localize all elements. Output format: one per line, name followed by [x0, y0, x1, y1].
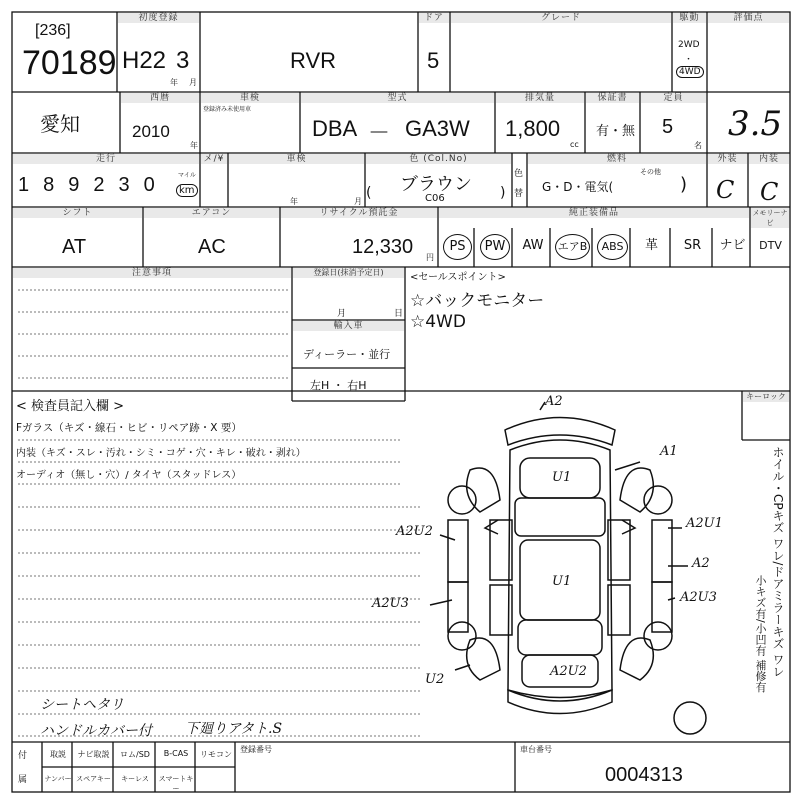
mark-right-door: A2: [692, 556, 710, 571]
handwritten-note-3: 下廻りアタト.S: [185, 721, 283, 737]
inspection-month-label: 月: [354, 197, 362, 206]
header-recycle-flag: メ/¥: [201, 154, 227, 164]
capacity-unit: 名: [694, 141, 702, 150]
color-change-2: 替: [514, 189, 524, 199]
header-equipment: 純正装備品: [439, 208, 749, 218]
era-year: H22: [122, 47, 167, 74]
yen-unit: 円: [426, 253, 434, 262]
receipt-number: [236]: [35, 22, 71, 39]
header-recycle: リサイクル預託金: [281, 208, 437, 218]
color-paren-close: ): [500, 185, 506, 201]
registration-month: 3: [176, 47, 190, 74]
header-registration-date: 登録日(抹消予定日): [293, 268, 404, 278]
chassis-number-header: 車台番号: [520, 745, 552, 754]
mileage-unit-km: km: [176, 184, 198, 197]
fuel-close: ): [680, 174, 688, 195]
header-first-registration: 初度登録: [118, 13, 199, 23]
equipment-5: ABS: [597, 234, 628, 260]
warranty: 有・無: [596, 124, 636, 139]
mark-left-rear-door: A2U3: [372, 596, 409, 611]
mark-right-fender: A1: [660, 444, 678, 459]
header-interior: 内装: [749, 154, 789, 164]
header-warranty: 保証書: [586, 93, 639, 103]
equipment-8: ナビ: [719, 238, 746, 253]
shift: AT: [62, 236, 87, 258]
equipment-4: エアB: [555, 234, 590, 260]
year-unit: 年: [190, 141, 198, 150]
equipment-3: AW: [522, 238, 544, 253]
import-handle: 左H ・ 右H: [310, 379, 367, 392]
model-name: RVR: [290, 48, 337, 73]
footer-item-row2-1: ナンバー: [44, 775, 72, 783]
footer-item-row2-2: スペアキー: [76, 775, 111, 783]
header-color: 色 (Col.No): [366, 154, 511, 164]
equipment-6: 革: [644, 238, 658, 253]
mark-left-rear-fender: U2: [425, 672, 445, 687]
color-name: ブラウン: [400, 174, 472, 195]
header-fuel: 燃料: [528, 154, 706, 164]
mark-right-rear-door: A2U3: [680, 590, 717, 605]
model-dash: －: [368, 120, 391, 145]
mileage: 189230: [18, 174, 169, 196]
header-displacement: 排気量: [496, 93, 584, 103]
inspector-line-audio: オーディオ（無し・穴）/ タイヤ（スタッドレス）: [16, 470, 242, 481]
header-capacity: 定員: [641, 93, 706, 103]
sales-point-header: <セールスポイント>: [410, 272, 506, 283]
drive-separator: ・: [684, 55, 694, 65]
header-notes: 注意事項: [13, 268, 291, 278]
chassis-number: 0004313: [605, 764, 683, 786]
mark-roof: U1: [552, 574, 572, 589]
inspector-header: < 検査員記入欄 >: [16, 399, 125, 414]
header-import: 輸入車: [293, 321, 404, 331]
model-type-prefix: DBA: [312, 116, 358, 141]
month-label: 月: [189, 78, 197, 87]
cc-unit: cc: [570, 140, 579, 149]
inspector-line-interior: 内装（キズ・スレ・汚れ・シミ・コゲ・穴・キレ・破れ・剥れ）: [16, 448, 306, 459]
drive-2wd: 2WD: [678, 40, 700, 50]
registration-month-label: 月: [337, 309, 347, 319]
mark-front-bumper: A2: [545, 394, 563, 409]
footer-item-row2-3: キーレス: [121, 775, 149, 783]
header-model-code: 型式: [301, 93, 494, 103]
registration-number-header: 登録番号: [240, 745, 272, 754]
mark-right-front-door: A2U1: [686, 516, 723, 531]
header-inspection: 車検: [201, 93, 299, 103]
door-count: 5: [427, 48, 440, 73]
capacity: 5: [662, 116, 674, 138]
header-grade: グレード: [451, 13, 671, 23]
header-keyless: キーロック: [743, 392, 789, 402]
side-note-damage: ホイル・CPキズ ワレ/ドアミラーキズ ワレ: [771, 446, 785, 678]
color-change-1: 色: [514, 169, 524, 179]
mark-hood: U1: [552, 470, 572, 485]
footer-item-3: ロム/SD: [120, 750, 150, 759]
mark-left-front-door: A2U2: [396, 524, 433, 539]
header-inspection-date: 車検: [229, 154, 364, 164]
side-label-attached: 付: [18, 751, 28, 761]
footer-item-2: ナビ取説: [77, 750, 110, 759]
drive-4wd-circled: 4WD: [676, 66, 704, 78]
header-score: 評価点: [708, 13, 789, 23]
equipment-2: PW: [480, 234, 510, 260]
equipment-9: DTV: [759, 239, 782, 252]
header-ac: エアコン: [144, 208, 279, 218]
recycle-fee: 12,330: [352, 236, 414, 258]
model-type: GA3W: [405, 116, 470, 141]
header-mileage: 走行: [13, 154, 199, 164]
sales-point-2: ☆4WD: [410, 312, 466, 332]
exterior-grade: C: [716, 176, 735, 204]
fuel-other: その他: [640, 168, 661, 176]
western-year: 2010: [132, 122, 170, 141]
lot-number: 70189: [22, 44, 117, 82]
footer-item-row2-4: スマートキー: [158, 775, 194, 793]
header-memory-navi: メモリーナビ: [752, 209, 788, 227]
interior-grade: C: [760, 178, 779, 206]
displacement: 1,800: [505, 116, 561, 141]
color-code: C06: [425, 193, 445, 204]
header-shift: シフト: [13, 208, 142, 218]
header-western-year: 西暦: [121, 93, 199, 103]
mileage-unit-mile: マイル: [178, 172, 196, 179]
side-note-repair: 小キズ有/小凹有 補修有: [754, 575, 767, 693]
header-exterior: 外装: [708, 154, 747, 164]
mark-trunk: A2U2: [550, 664, 587, 679]
header-drive: 駆動: [673, 13, 706, 23]
sales-point-1: ☆バックモニター: [410, 291, 545, 311]
equipment-7: SR: [683, 238, 702, 253]
header-door: ドア: [419, 13, 449, 23]
inspection-year-label: 年: [290, 197, 298, 206]
equipment-1: PS: [443, 234, 472, 260]
side-label-belong: 属: [18, 775, 28, 785]
score-handwritten: 3.5: [728, 104, 783, 144]
year-label: 年: [170, 78, 178, 87]
inspector-line-glass: Fガラス（キズ・線石・ヒビ・リペア跡・X 要）: [16, 422, 242, 434]
handwritten-note-1: シートヘタリ: [40, 697, 124, 713]
footer-item-1: 取説: [50, 750, 66, 759]
footer-item-4: B-CAS: [163, 749, 189, 758]
import-dealer: ディーラー・並行: [303, 348, 391, 361]
color-paren-open: (: [366, 185, 372, 201]
air-conditioner: AC: [198, 236, 226, 258]
handwritten-note-2: ハンドルカバー付: [40, 723, 152, 739]
footer-item-5: リモコン: [200, 750, 232, 759]
registration-day-label: 日: [394, 309, 404, 319]
fuel: G・D・電気(: [542, 180, 614, 194]
location: 愛知: [40, 112, 80, 136]
inspection-note: 登録済み未使用車: [203, 106, 252, 113]
